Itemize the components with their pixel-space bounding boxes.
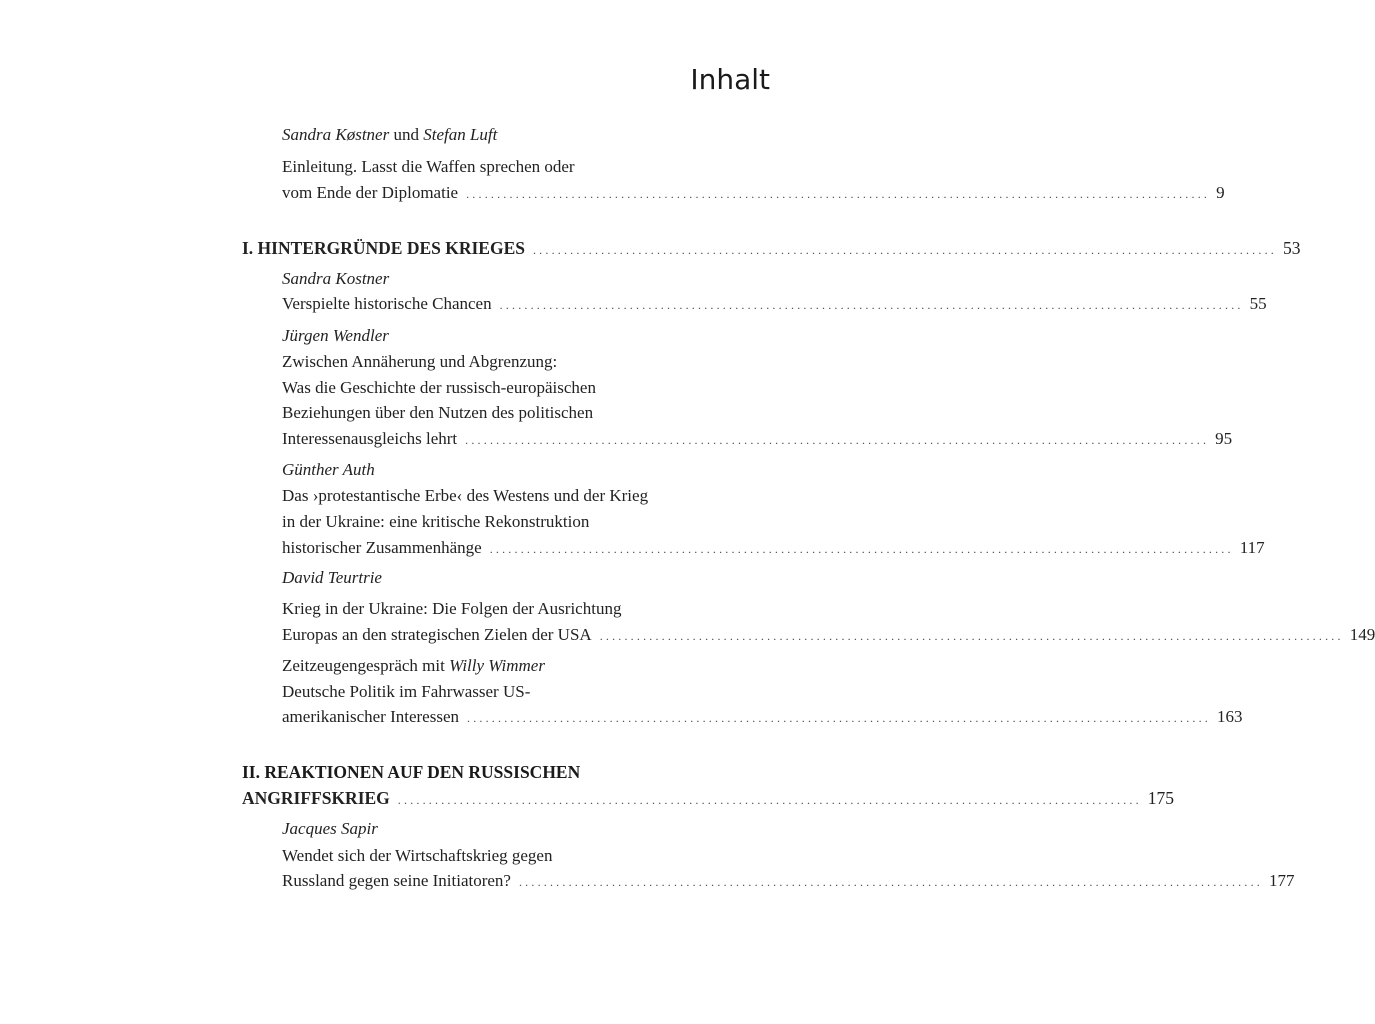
entry-author: Jürgen Wendler xyxy=(282,326,389,345)
entry-author: David Teurtrie xyxy=(282,568,382,587)
toc-entry-row[interactable] xyxy=(282,182,1225,205)
toc-entry-row[interactable] xyxy=(282,870,1295,893)
author-conjunction: und xyxy=(393,125,419,144)
entry-title-line: Russland gegen seine Initiatoren? xyxy=(282,871,511,890)
entry-author: Sandra Kostner xyxy=(282,269,390,288)
page-number: 177 xyxy=(1268,871,1295,890)
page-number: 53 xyxy=(1282,238,1301,258)
toc-entry-row[interactable] xyxy=(282,706,1243,729)
dot-leader: ........................................................................................................................ xyxy=(599,629,1344,643)
entry-author: Sandra Køstner xyxy=(282,125,390,144)
entry-author: Stefan Luft xyxy=(423,125,498,144)
entry-author: Jacques Sapir xyxy=(282,819,378,838)
entry-authors xyxy=(282,124,497,146)
toc-entry-row[interactable] xyxy=(282,428,1233,451)
entry-title-line: amerikanischer Interessen xyxy=(282,707,459,726)
page-number: 117 xyxy=(1239,538,1265,557)
entry-title-line: Europas an den strategischen Zielen der USA xyxy=(282,625,592,644)
toc-entry-row[interactable] xyxy=(282,537,1265,560)
page-number: 163 xyxy=(1217,707,1243,726)
entry-title-line: historischer Zusammenhänge xyxy=(282,538,482,557)
entry-title-line: Deutsche Politik im Fahrwasser US- xyxy=(282,682,531,701)
entry-title-line: Das ›protestantische Erbe‹ des Westens und der Krieg xyxy=(282,486,649,505)
dot-leader: ........................................................................................................................ xyxy=(467,711,1211,725)
entry-title-line: Zwischen Annäherung und Abgrenzung: xyxy=(282,352,558,371)
section-heading: II. REAKTIONEN AUF DEN RUSSISCHEN xyxy=(242,762,581,782)
page-number: 175 xyxy=(1147,788,1175,808)
page-number: 9 xyxy=(1216,183,1225,202)
dot-leader: ........................................................................................................................ xyxy=(465,433,1210,447)
entry-title-line: Einleitung. Lasst die Waffen sprechen oder xyxy=(282,157,575,176)
entry-title-line: Krieg in der Ukraine: Die Folgen der Ausrichtung xyxy=(282,599,622,618)
entry-author: Willy Wimmer xyxy=(449,656,545,675)
dot-leader: ........................................................................................................................ xyxy=(532,243,1277,257)
entry-title-line: in der Ukraine: eine kritische Rekonstruktion xyxy=(282,512,590,531)
entry-author: Günther Auth xyxy=(282,460,375,479)
entry-authors xyxy=(282,655,545,677)
entry-title-line: vom Ende der Diplomatie xyxy=(282,183,459,202)
entry-title-line: Wendet sich der Wirtschaftskrieg gegen xyxy=(282,846,553,865)
entry-title-line: Beziehungen über den Nutzen des politischen xyxy=(282,403,594,422)
page-number: 95 xyxy=(1215,429,1233,448)
section-heading: ANGRIFFSKRIEG xyxy=(242,788,390,808)
dot-leader: ........................................................................................................................ xyxy=(397,793,1142,807)
page-number: 149 xyxy=(1349,625,1375,644)
section-heading: I. HINTERGRÜNDE DES KRIEGES xyxy=(242,238,525,258)
toc-section-row[interactable] xyxy=(242,237,1301,261)
dot-leader: ........................................................................................................................ xyxy=(489,542,1234,556)
page-number: 55 xyxy=(1249,294,1267,313)
toc-entry-row[interactable] xyxy=(282,624,1375,647)
interview-prefix: Zeitzeugengespräch mit xyxy=(282,656,445,675)
entry-title-line: Verspielte historische Chancen xyxy=(282,294,492,313)
dot-leader: ........................................................................................................................ xyxy=(499,298,1244,312)
dot-leader: ........................................................................................................................ xyxy=(518,875,1263,889)
entry-title-line: Was die Geschichte der russisch-europäischen xyxy=(282,378,596,397)
entry-title-line: Interessenausgleichs lehrt xyxy=(282,429,458,448)
toc-entry-row[interactable] xyxy=(282,293,1267,316)
toc-section-row[interactable] xyxy=(242,787,1175,811)
dot-leader: ........................................................................................................................ xyxy=(466,187,1211,201)
page-title: Inhalt xyxy=(690,63,770,96)
